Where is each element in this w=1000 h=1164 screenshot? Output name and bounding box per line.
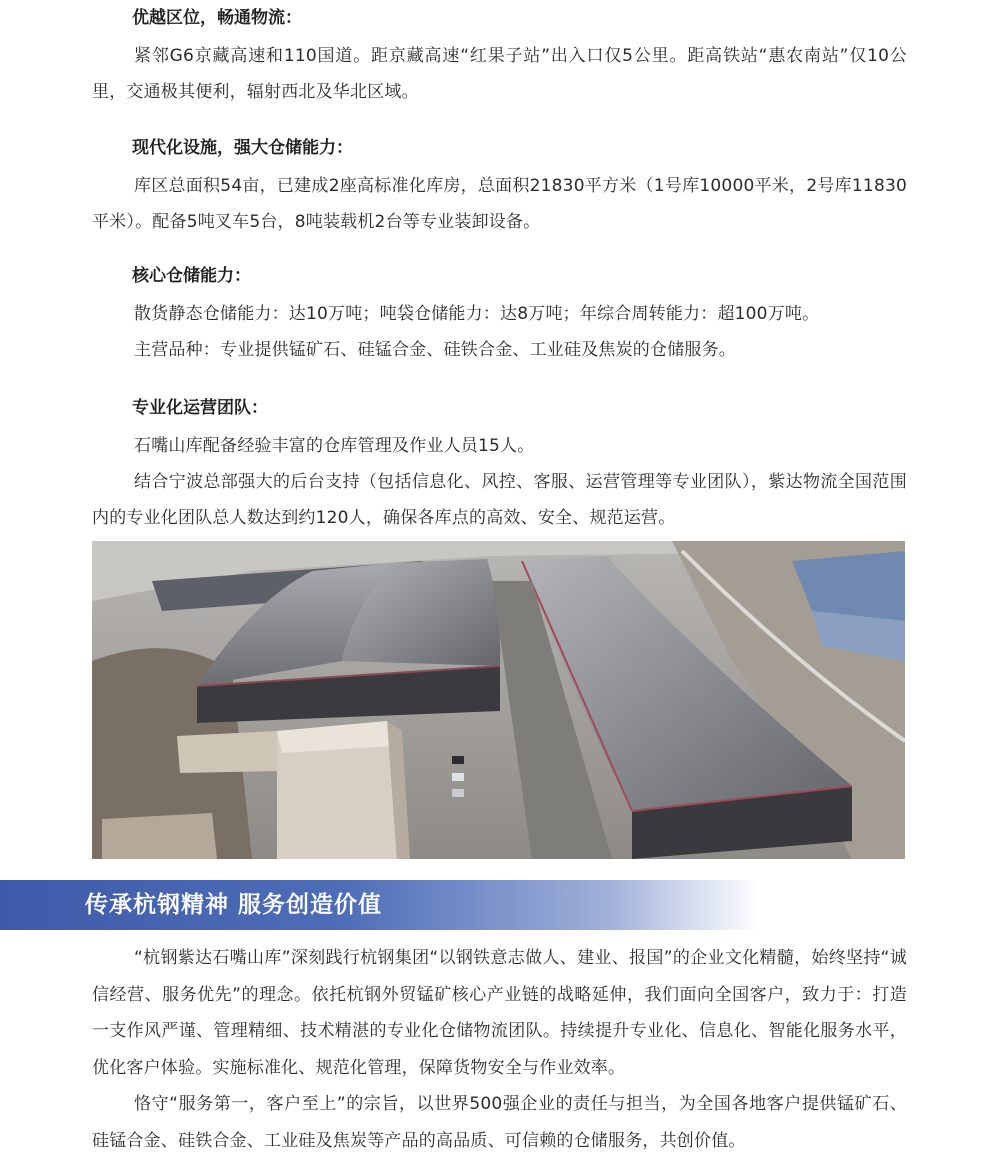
closing-paragraph: “杭钢紫达石嘴山库”深刻践行杭钢集团“以钢铁意志做人、建业、报国”的企业文化精髓，始终坚持“诚信经营、服务优先”的理念。依托杭钢外贸锰矿核心产业链的战略延伸，我们面向全国客户，致力于：打造一支作风严谨、管理精细、技术精湛的专业化仓储物流团队。持续提升专业化、信息化、智能化服务水平，优化客户体验。实施标准化、规范化管理，保障货物安全与作业效率。	[92, 948, 907, 1078]
warehouse-aerial-illustration	[92, 541, 905, 859]
closing-text	[92, 940, 907, 1159]
section-paragraph: 石嘴山库配备经验丰富的仓库管理及作业人员15人。	[134, 436, 535, 456]
section-heading: 优越区位，畅通物流：	[132, 8, 302, 28]
section-heading: 核心仓储能力：	[132, 266, 251, 286]
section-team	[92, 396, 907, 536]
section-heading: 专业化运营团队：	[132, 398, 268, 418]
warehouse-aerial-photo	[92, 541, 905, 859]
section-paragraph: 散货静态仓储能力：达10万吨；吨袋仓储能力：达8万吨；年综合周转能力：超100万吨。	[134, 304, 820, 324]
section-paragraph: 主营品种：专业提供锰矿石、硅锰合金、硅铁合金、工业硅及焦炭的仓储服务。	[134, 340, 736, 360]
section-core-capacity	[92, 264, 907, 368]
section-facilities	[92, 136, 907, 240]
section-paragraph: 库区总面积54亩，已建成2座高标准化库房，总面积21830平方米（1号库10000平米，2号库11830平米）。配备5吨叉车5台，8吨装载机2台等专业装卸设备。	[92, 176, 907, 232]
banner-title: 传承杭钢精神 服务创造价值	[85, 892, 383, 918]
section-paragraph: 结合宁波总部强大的后台支持（包括信息化、风控、客服、运营管理等专业团队），紫达物流全国范围内的专业化团队总人数达到约120人，确保各库点的高效、安全、规范运营。	[92, 472, 907, 528]
section-heading: 现代化设施，强大仓储能力：	[132, 138, 353, 158]
section-paragraph: 紧邻G6京藏高速和110国道。距京藏高速“红果子站”出入口仅5公里。距高铁站“惠农南站”仅10公里，交通极其便利，辐射西北及华北区域。	[92, 46, 907, 102]
section-banner	[0, 880, 760, 930]
section-location	[92, 6, 907, 110]
closing-paragraph: 恪守“服务第一，客户至上”的宗旨，以世界500强企业的责任与担当，为全国各地客户提供锰矿石、硅锰合金、硅铁合金、工业硅及焦炭等产品的高品质、可信赖的仓储服务，共创价值。	[92, 1094, 907, 1151]
